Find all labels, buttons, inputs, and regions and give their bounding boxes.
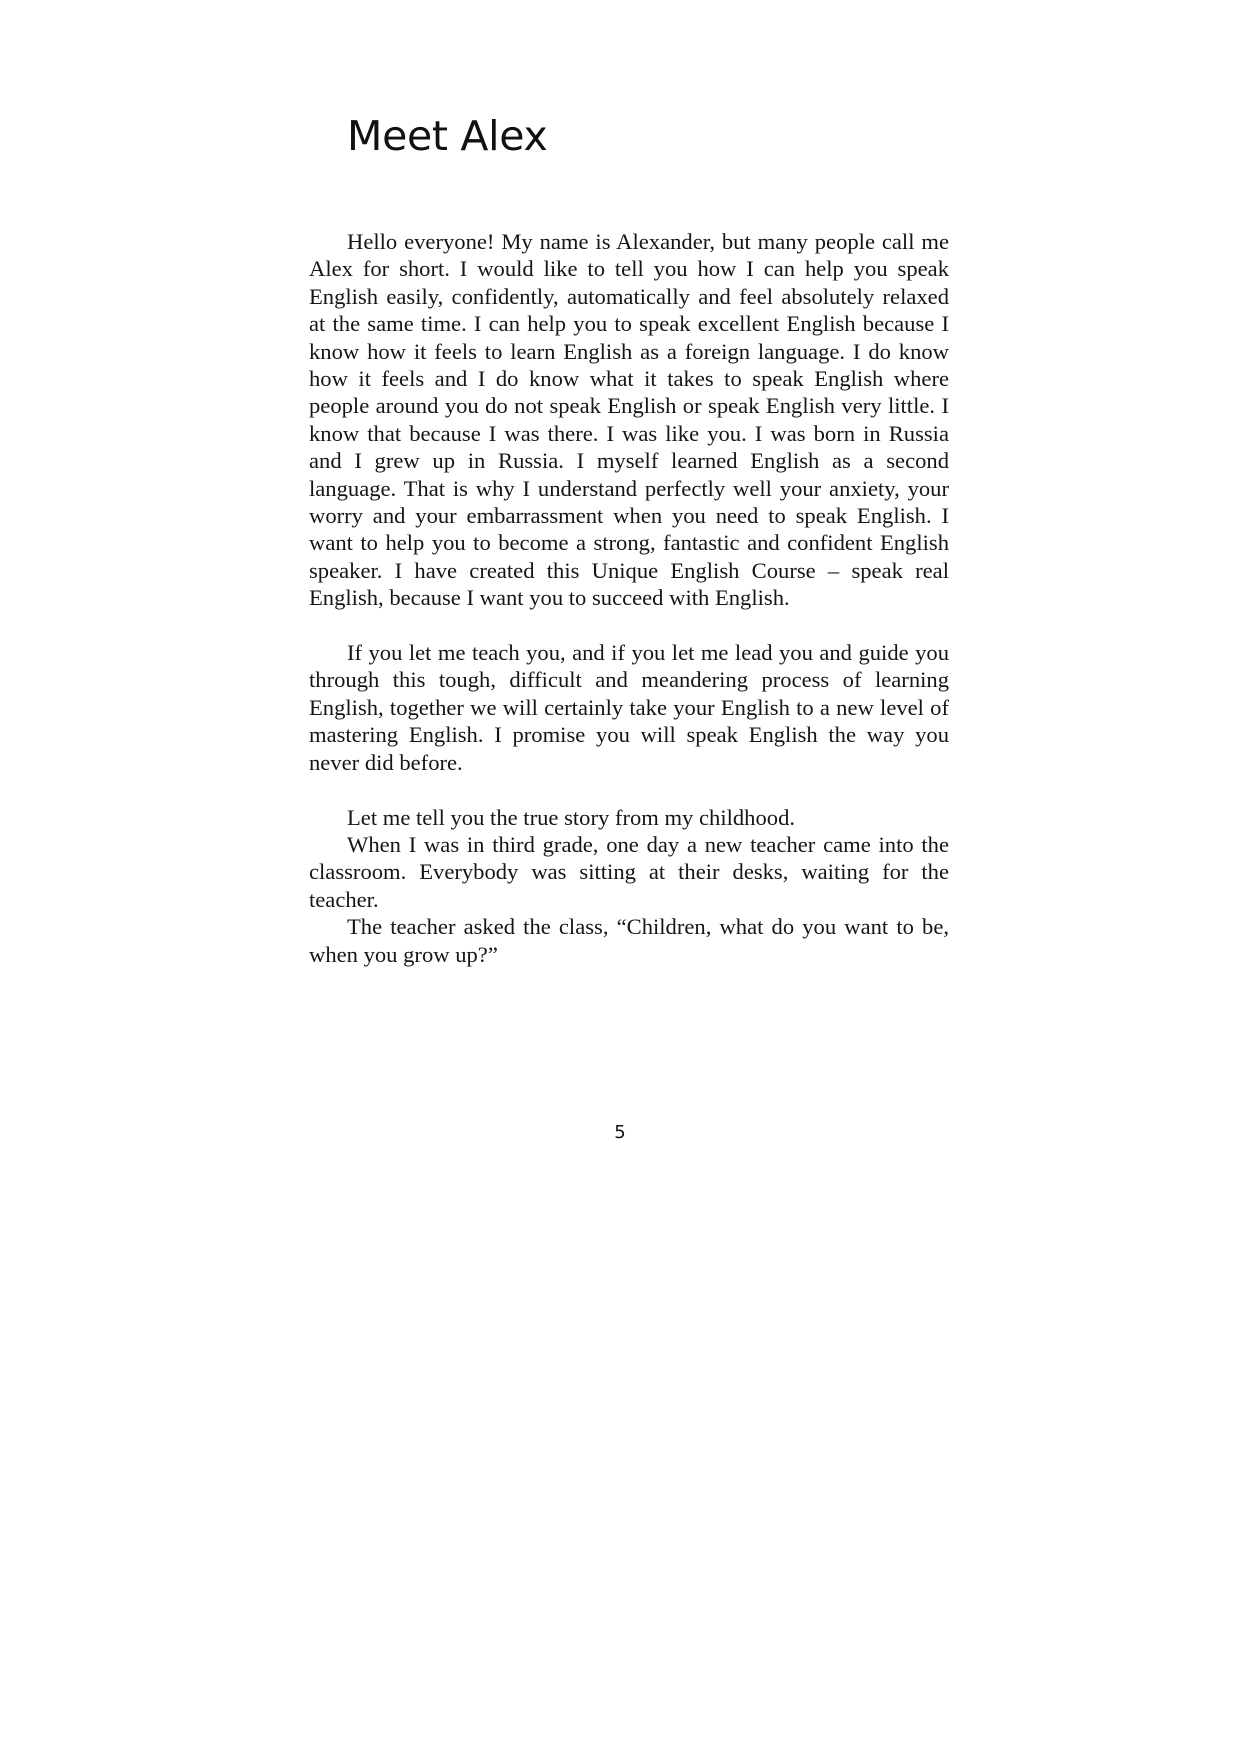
paragraph-new-teacher: When I was in third grade, one day a new teacher came into the classroom. Everybody was sitting at their desks, waiting for the teacher. [309, 831, 949, 912]
paragraph-introduction: Hello everyone! My name is Alexander, but many people call me Alex for short. I would like to tell you how I can help you speak English easily, confidently, automatically and feel absolutely relaxed at the same time. I can help you to speak excellent English because I know how it feels to learn English as a foreign language. I do know how it feels and I do know what it takes to speak English where people around you do not speak English or speak English very little. I know that because I was there. I was like you. I was born in Russia and I grew up in Russia. I myself learned English as a second language. That is why I understand perfectly well your anxiety, your worry and your embarrassment when you need to speak English. I want to help you to become a strong, fantastic and confident English speaker. I have created this Unique English Course – speak real English, because I want you to succeed with English. [309, 229, 949, 611]
paragraph-teacher-question: The teacher asked the class, “Children, what do you want to be, when you grow up?” [309, 914, 949, 967]
paragraph-promise: If you let me teach you, and if you let me lead you and guide you through this tough, difficult and meandering process of learning English, together we will certainly take your English to a new level of mastering English. I promise you will speak English the way you never did before. [309, 640, 949, 775]
chapter-title: Meet Alex [347, 112, 548, 160]
body-text [309, 228, 949, 968]
page-number: 5 [614, 1122, 626, 1143]
paragraph-story-intro: Let me tell you the true story from my childhood. [347, 804, 796, 830]
